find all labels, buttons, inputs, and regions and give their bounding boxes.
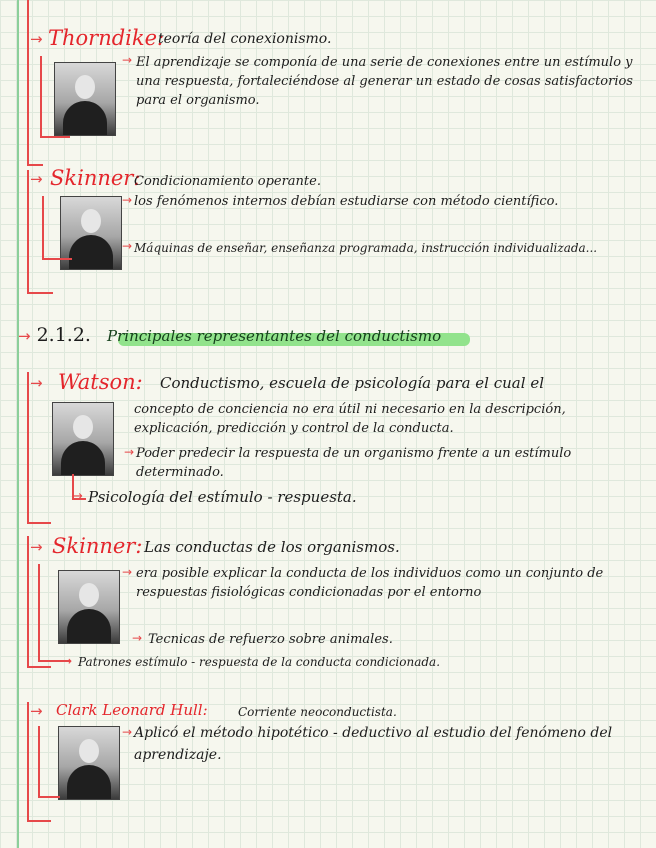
section-number: 2.1.2. [36,324,91,346]
hull-subtitle: Corriente neoconductista. [238,705,397,719]
arrow-icon: → [122,53,133,67]
watson-portrait [52,402,114,476]
arrow-icon: → [122,239,133,253]
skinner-point-1: los fenómenos internos debían estudiarse con método científico. [134,194,559,209]
thorndike-name: Thorndike: [48,26,165,50]
hull-point-1: Aplicó el método hipotético - deductivo al estudio del fenómeno del aprendizaje. [134,725,613,763]
arrow-icon: → [122,565,133,579]
thorndike-point-1: El aprendizaje se componía de una serie de conexiones entre un estímulo y una respuesta, fortaleciéndose al generar un estado de cosas satisfactorios para el organismo. [136,55,633,108]
hull-name: Clark Leonard Hull: [56,701,208,719]
skinner2-name: Skinner: [52,534,143,558]
arrow-icon: → [122,725,133,739]
arrow-icon: → [122,193,133,207]
arrow-icon: → [30,374,43,392]
arrow-icon: → [132,631,143,645]
arrow-icon: → [30,30,43,48]
skinner2-point-3: Patrones estímulo - respuesta de la conducta condicionada. [78,655,441,669]
skinner-name: Skinner: [50,166,141,190]
skinner-connector [42,196,72,260]
arrow-icon: → [72,489,83,504]
arrow-icon: → [124,445,135,459]
arrow-icon: → [30,702,43,720]
arrow-icon: → [30,538,43,556]
skinner2-point-1: era posible explicar la conducta de los individuos como un conjunto de respuestas fisiológicas condicionadas por el entorno [136,566,604,600]
watson-name: Watson: [58,370,143,394]
watson-point-3: Psicología del estímulo - respuesta. [88,488,357,506]
hull-portrait [58,726,120,800]
notebook-margin-line [17,0,19,848]
arrow-icon: → [18,327,31,345]
arrow-icon: → [30,170,43,188]
skinner-point-2: Máquinas de enseñar, enseñanza programada, instrucción individualizada... [134,241,598,255]
watson-point-1: concepto de conciencia no era útil ni necesario en la descripción, explicación, predicción y control de la conducta. [134,402,566,436]
watson-point-2: Poder predecir la respuesta de un organismo frente a un estímulo determinado. [136,446,572,480]
section-title: Principales representantes del conductismo [107,327,442,345]
thorndike-subtitle: teoría del conexionismo. [158,31,332,47]
thorndike-connector [40,56,70,138]
arrow-icon: → [62,654,73,668]
watson-subtitle: Conductismo, escuela de psicología para el cual el [160,374,544,392]
section-heading [18,326,441,345]
skinner2-point-2: Tecnicas de refuerzo sobre animales. [148,632,393,647]
hull-connector [38,726,60,798]
skinner2-subtitle: Las conductas de los organismos. [144,538,400,556]
watson-bracket [27,372,51,524]
skinner2-connector [38,564,70,662]
skinner-subtitle: Condicionamiento operante. [134,174,321,189]
